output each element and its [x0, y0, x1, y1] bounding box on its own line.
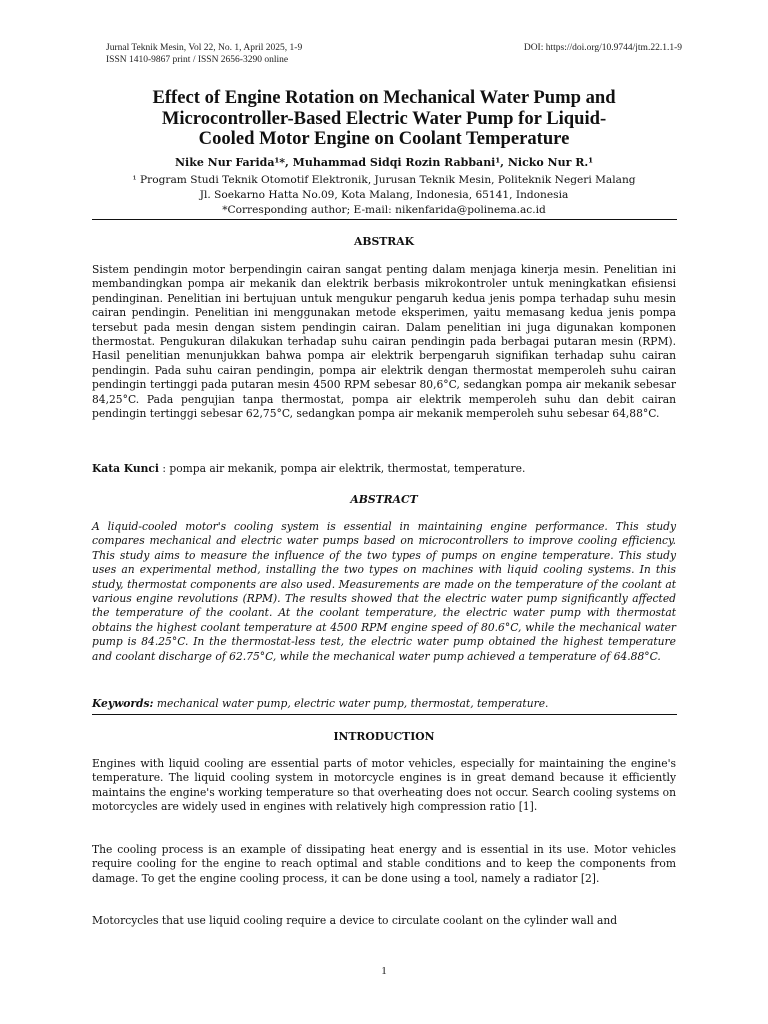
- abstrak-paragraph: Sistem pendingin motor berpendingin cairan sangat penting dalam menjaga kinerja mesin. Penelitian ini membandingkan pompa air mekanik dan elektrik berbasis mikrokontroler untuk meningkatkan efisiensi pendinginan. Penelitian ini bertujuan untuk mengukur pengaruh kedua jenis pompa terhadap suhu mesin cairan pendingin. Penelitian ini menggunakan metode eksperimen, yaitu memasang kedua jenis pompa tersebut pada mesin dengan sistem pendingin cairan. Dalam penelitian ini juga digunakan komponen thermostat. Pengukuran dilakukan terhadap suhu cairan pendingin pada berbagai putaran mesin (RPM). Hasil penelitian menunjukkan bahwa pompa air elektrik berpengaruh signifikan terhadap suhu cairan pendingin. Pada suhu cairan pendingin, pompa air elektrik dengan thermostat memperoleh suhu cairan pendingin tertinggi pada putaran mesin 4500 RPM sebesar 80,6°C, sedangkan pompa air mekanik sebesar 84,25°C. Pada pengujian tanpa thermostat, pompa air elektrik memperoleh suhu dan debit cairan pendingin tertinggi sebesar 62,75°C, sedangkan pompa air mekanik memperoleh suhu sebesar 64,88°C.: [92, 263, 676, 421]
- kata-kunci-values: : pompa air mekanik, pompa air elektrik, thermostat, temperature.: [158, 462, 526, 475]
- journal-citation: Jurnal Teknik Mesin, Vol 22, No. 1, April 2025, 1-9: [106, 43, 303, 53]
- address-line: Jl. Soekarno Hatta No.09, Kota Malang, Indonesia, 65141, Indonesia: [199, 189, 569, 201]
- corresponding-author-line: *Corresponding author; E-mail: nikenfarida@polinema.ac.id: [222, 204, 546, 216]
- kata-kunci-label: Kata Kunci: [92, 462, 159, 475]
- title-line: Microcontroller-Based Electric Water Pump for Liquid-: [161, 107, 607, 129]
- abstrak-heading: ABSTRAK: [353, 235, 415, 248]
- keywords-values: mechanical water pump, electric water pump, thermostat, temperature.: [153, 697, 549, 710]
- introduction-paragraph-1: Engines with liquid cooling are essential parts of motor vehicles, especially for maintaining the engine's temperature. The liquid cooling system in motorcycle engines is in great demand because it efficiently maintains the engine's working temperature so that overheating does not occur. Search cooling systems on motorcycles are widely used in engines with relatively high compression ratio [1].: [92, 757, 676, 814]
- abstrak-body: [92, 263, 676, 421]
- introduction-paragraph-3: Motorcycles that use liquid cooling require a device to circulate coolant on the cylinder wall and: [92, 914, 618, 927]
- introduction-heading: INTRODUCTION: [333, 730, 435, 743]
- divider-top: [92, 219, 677, 220]
- divider-bottom: [92, 714, 677, 715]
- kata-kunci-line: [92, 462, 676, 476]
- doi-link[interactable]: DOI: https://doi.org/10.9744/jtm.22.1.1-9: [523, 43, 682, 53]
- affiliation-block: [92, 173, 676, 218]
- paper-title: [92, 88, 676, 150]
- issn-line: ISSN 1410-9867 print / ISSN 2656-3290 online: [106, 55, 289, 65]
- abstract-body: [92, 520, 676, 664]
- keywords-line: [92, 697, 676, 711]
- running-header-left: [106, 42, 302, 66]
- abstract-heading: ABSTRACT: [350, 493, 418, 506]
- title-line: Effect of Engine Rotation on Mechanical Water Pump and: [152, 87, 616, 108]
- page-number: 1: [381, 965, 387, 977]
- abstract-paragraph: A liquid-cooled motor's cooling system is essential in maintaining engine performance. This study compares mechanical and electric water pumps based on microcontrollers to improve cooling efficiency. This study aims to measure the influence of the two types of pumps on engine temperature. This study uses an experimental method, installing the two types on machines with liquid cooling systems. In this study, thermostat components are also used. Measurements are made on the temperature of the coolant at various engine revolutions (RPM). The results showed that the electric water pump significantly affected the temperature of the coolant. At the coolant temperature, the electric water pump with thermostat obtains the highest coolant temperature at 4500 RPM engine speed of 80.6°C, while the mechanical water pump is 84.25°C. In the thermostat-less test, the electric water pump obtained the highest temperature and coolant discharge of 62.75°C, while the mechanical water pump achieved a temperature of 64.88°C.: [92, 520, 676, 663]
- author-list: Nike Nur Farida¹*, Muhammad Sidqi Rozin Rabbani¹, Nicko Nur R.¹: [174, 156, 594, 169]
- title-line: Cooled Motor Engine on Coolant Temperature: [198, 128, 570, 149]
- affiliation-line: ¹ Program Studi Teknik Otomotif Elektronik, Jurusan Teknik Mesin, Politeknik Negeri Malang: [132, 174, 636, 186]
- keywords-label: Keywords:: [92, 697, 154, 710]
- introduction-paragraph-2: The cooling process is an example of dissipating heat energy and is essential in its use. Motor vehicles require cooling for the engine to reach optimal and stable conditions and to keep the components from damage. To get the engine cooling process, it can be done using a tool, namely a radiator [2].: [92, 843, 676, 885]
